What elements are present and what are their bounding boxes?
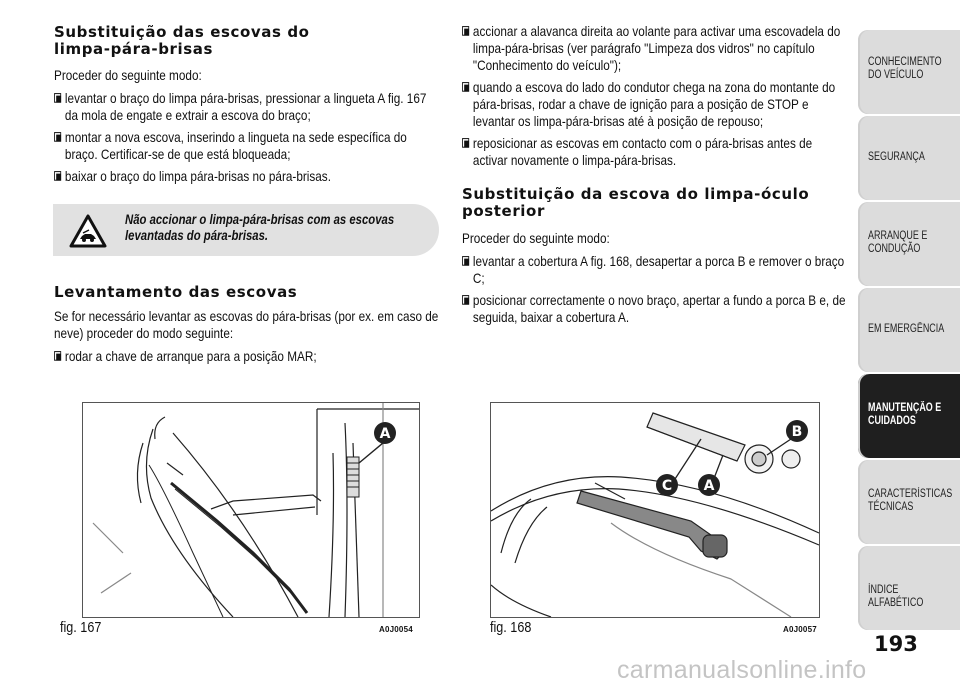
tab-conhecimento[interactable] [858, 30, 960, 114]
figure-caption: fig. 167 [60, 619, 102, 636]
figure-caption: fig. 168 [490, 619, 532, 636]
tab-label: CONHECIMENTO DO VEÍCULO [868, 56, 942, 81]
list-item-text: rodar a chave de arranque para a posição MAR; [64, 348, 317, 364]
heading-line: Substituição das escovas do [54, 23, 310, 41]
list-item [54, 168, 440, 185]
checkbox-icon [462, 82, 470, 92]
callout-label: B [791, 424, 803, 440]
rear-wiper-drawing [491, 403, 819, 617]
list-item-text: baixar o braço do limpa pára-brisas no pára-brisas. [64, 168, 331, 184]
list-item [54, 129, 440, 163]
heading-line: posterior [462, 202, 545, 220]
watermark: carmanualsonline.info [617, 656, 867, 684]
tab-label: EM EMERGÊNCIA [868, 323, 945, 335]
list-item-text: levantar o braço do limpa pára-brisas, pressionar a lingueta A fig. 167 da mola de engate e extrair a escova do braço; [64, 90, 427, 123]
tab-label: CARACTERÍSTICAS TÉCNICAS [868, 488, 953, 513]
list-item-text: reposicionar as escovas em contacto com o pára-brisas antes de activar novamente o limpa-pára-brisas. [472, 135, 813, 168]
figure-code: A0J0054 [379, 625, 413, 634]
heading-line: Substituição da escova do limpa-óculo [462, 185, 810, 203]
tab-label: MANUTENÇÃO E CUIDADOS [868, 402, 942, 427]
list-item [462, 79, 848, 130]
checkbox-icon [54, 132, 62, 142]
tab-seguranca[interactable] [858, 116, 960, 200]
list-item-text: posicionar correctamente o novo braço, apertar a fundo a porca B e, de seguida, baixar a cobertura A. [472, 292, 846, 325]
right-text-block-1 [462, 23, 922, 174]
list-item [462, 292, 848, 326]
list-item [462, 253, 848, 287]
checkbox-icon [462, 256, 470, 266]
figure-code: A0J0057 [783, 625, 817, 634]
callout-label: C [661, 478, 673, 494]
list-item [462, 135, 848, 169]
warning-triangle-icon [69, 214, 107, 248]
list-item-text: quando a escova do lado do condutor chega na zona do montante do pára-brisas, rodar a chave de ignição para a posição de STOP e levantar os limpa-pára-brisas até à posição de repouso; [472, 79, 836, 129]
heading-line: limpa-pára-brisas [54, 40, 214, 58]
right-text-block-2 [462, 230, 922, 331]
windshield-wiper-drawing [83, 403, 419, 617]
list-item-text: levantar a cobertura A fig. 168, desapertar a porca B e remover o braço C; [472, 253, 845, 286]
tab-label: SEGURANÇA [868, 151, 925, 163]
intro-text: Proceder do seguinte modo: [462, 230, 610, 246]
tab-caracteristicas[interactable] [858, 460, 960, 544]
tab-manutencao[interactable] [858, 374, 960, 458]
tab-label: ÍNDICE ALFABÉTICO [868, 584, 924, 609]
callout-label: A [379, 426, 391, 442]
checkbox-icon [462, 26, 470, 36]
figure-167-illustration [82, 402, 420, 618]
list-item [54, 90, 440, 124]
section-heading-rear-wiper [462, 186, 809, 220]
warning-box [53, 204, 439, 256]
list-item-text: accionar a alavanca direita ao volante para activar uma escovadela do limpa-pára-brisas (ver parágrafo "Limpeza dos vidros" no capítulo "Conhecimento do veículo"); [472, 23, 841, 73]
checkbox-icon [54, 93, 62, 103]
tab-label: ARRANQUE E CONDUÇÃO [868, 230, 928, 255]
list-item [462, 23, 848, 74]
checkbox-icon [462, 295, 470, 305]
list-item [54, 348, 440, 365]
checkbox-icon [54, 351, 62, 361]
list-item-text: montar a nova escova, inserindo a lingueta na sede específica do braço. Certificar-se de que está bloqueada; [64, 129, 407, 162]
section-heading-wiper-blades [54, 24, 310, 58]
intro-text: Proceder do seguinte modo: [54, 67, 202, 83]
checkbox-icon [54, 171, 62, 181]
checkbox-icon [462, 138, 470, 148]
page-number: 193 [874, 632, 918, 656]
intro-text: Se for necessário levantar as escovas do pára-brisas (por ex. em caso de neve) proceder do modo seguinte: [54, 308, 439, 341]
figure-168-illustration [490, 402, 820, 618]
callout-label: A [703, 478, 715, 494]
tab-indice[interactable] [858, 546, 960, 630]
left-text-block-1 [54, 67, 514, 190]
tab-emergencia[interactable] [858, 288, 960, 372]
left-text-block-2 [54, 308, 514, 370]
tab-arranque[interactable] [858, 202, 960, 286]
section-heading-raising-blades: Levantamento das escovas [54, 283, 298, 301]
warning-text: Não accionar o limpa-pára-brisas com as escovas levantadas do pára-brisas. [125, 212, 395, 243]
